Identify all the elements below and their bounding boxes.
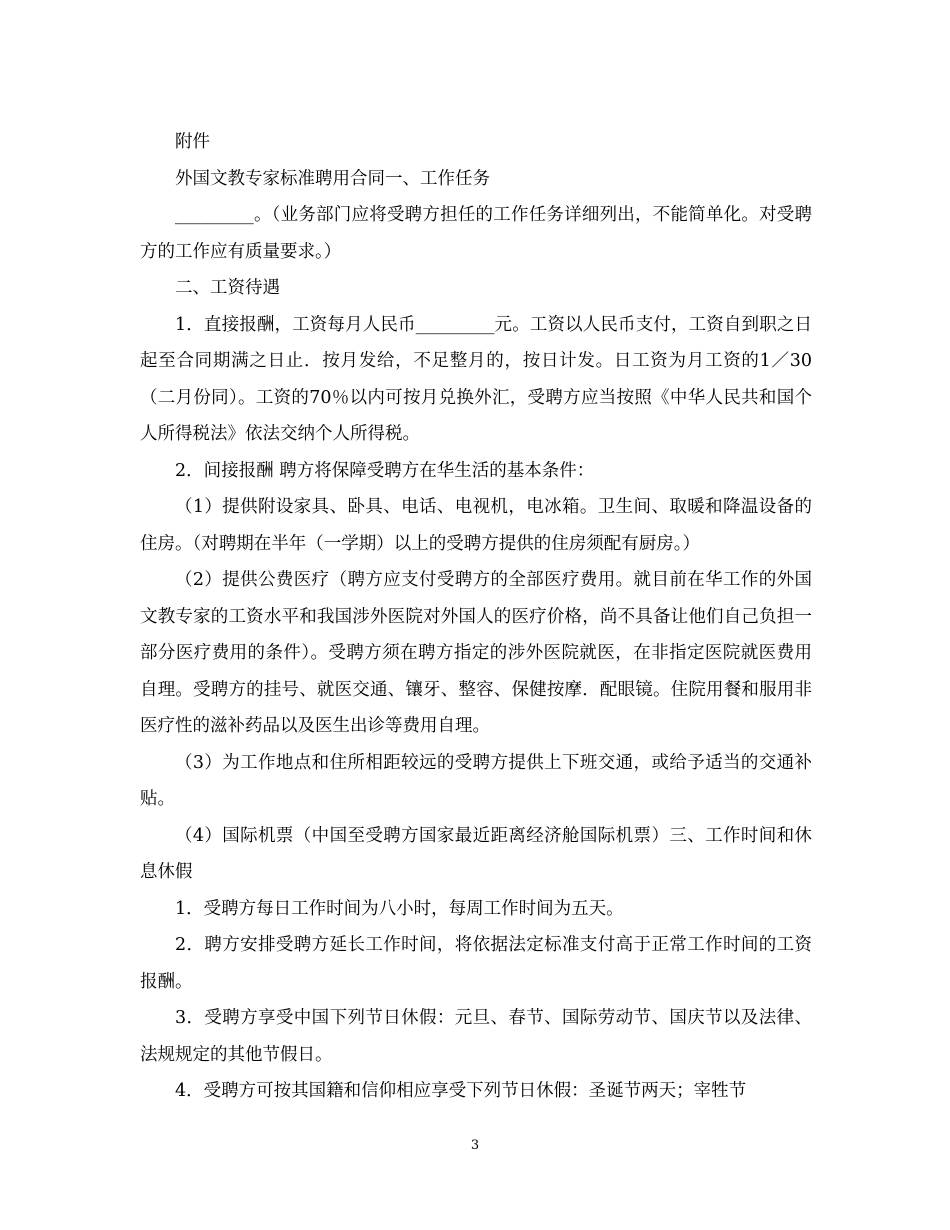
- transport-item: （3）为工作地点和住所相距较远的受聘方提供上下班交通，或给予适当的交通补贴。: [140, 752, 812, 809]
- national-holidays-item: 4．受聘方可按其国籍和信仰相应享受下列节日休假：圣诞节两天；宰牲节: [175, 1081, 747, 1101]
- overtime-item: 2．聘方安排受聘方延长工作时间，将依据法定标准支付高于正常工作时间的工资报酬。: [140, 935, 812, 992]
- airfare-item: （4）国际机票（中国至受聘方国家最近距离经济舱国际机票）三、工作时间和休息休假: [140, 825, 812, 882]
- contract-title: 外国文教专家标准聘用合同一、工作任务: [175, 168, 490, 189]
- direct-pay-paragraph: 1．直接报酬，工资每月人民币_________元。工资以人民币支付，工资自到职之日起至合同期满之日止．按月发给，不足整月的，按日计发。日工资为月工资的1／30（二月份同）。工资的70％以内可按月兑换外汇，受聘方应当按照《中华人民共和国个人所得税法》依法交纳个人所得税。: [140, 314, 812, 444]
- indirect-pay-paragraph: 2．间接报酬 聘方将保障受聘方在华生活的基本条件：: [175, 460, 595, 481]
- section-heading-salary: 二、工资待遇: [175, 278, 280, 298]
- chinese-holidays-item: 3．受聘方享受中国下列节日休假：元旦、春节、国际劳动节、国庆节以及法律、法规规定的其他节假日。: [140, 1008, 812, 1065]
- medical-item: （2）提供公费医疗（聘方应支付受聘方的全部医疗费用。就目前在华工作的外国文教专家的工资水平和我国涉外医院对外国人的医疗价格，尚不具备让他们自己负担一部分医疗费用的条件）。受聘方须在聘方指定的涉外医院就医，在非指定医院就医费用自理。受聘方的挂号、就医交通、镶牙、整容、保健按摩．配眼镜。住院用餐和服用非医疗性的滋补药品以及医生出诊等费用自理。: [140, 570, 812, 736]
- attachment-label: 附件: [175, 132, 210, 152]
- work-task-paragraph: _________。（业务部门应将受聘方担任的工作任务详细列出，不能简单化。对受聘方的工作应有质量要求。）: [140, 205, 812, 262]
- document-body: [140, 124, 812, 1110]
- page-number: 3: [470, 1138, 480, 1153]
- work-hours-item: 1．受聘方每日工作时间为八小时，每周工作时间为五天。: [175, 898, 624, 919]
- housing-item: （1）提供附设家具、卧具、电话、电视机，电冰箱。卫生间、取暖和降温设备的住房。（对聘期在半年（一学期）以上的受聘方提供的住房须配有厨房。）: [140, 497, 812, 554]
